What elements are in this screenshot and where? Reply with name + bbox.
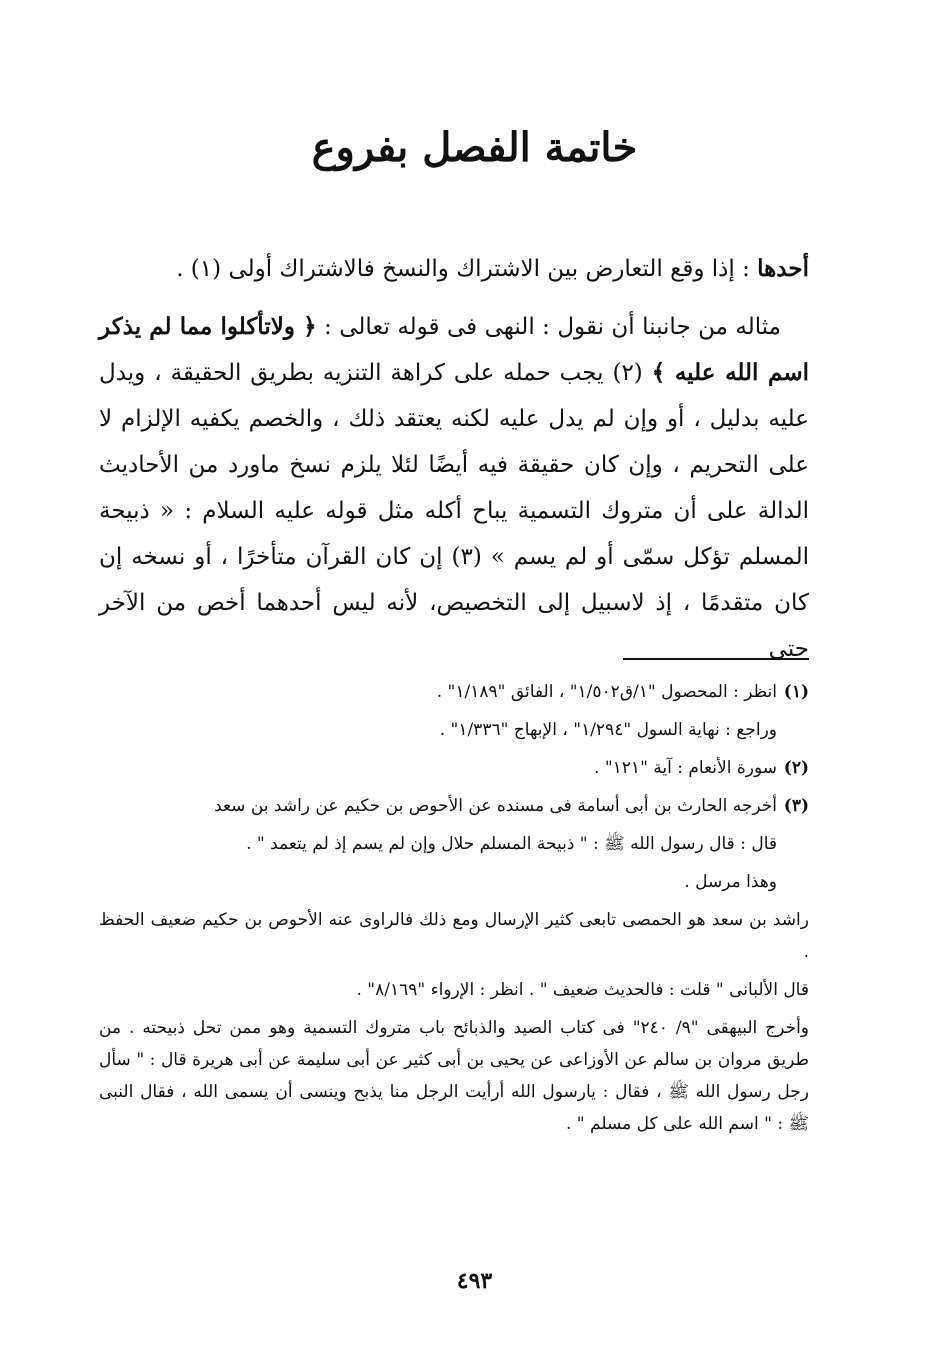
footnote-1-line-2: وراجع : نهاية السول "١/٢٩٤" ، الإبهاج "١/٣٣٦" . — [439, 720, 777, 740]
paragraph-label: أحدها — [757, 255, 809, 282]
footnote-body — [99, 790, 777, 822]
footnote-3-paragraph-4: وأخرج البيهقى "٩/ ٢٤٠" فى كتاب الصيد والذبائح باب متروك التسمية وهو ممن تحل ذبيحته . من طريق مروان بن سالم عن الأوزاعى عن يحيى بن أبى كثير عن أبى سليمة عن أبى هريرة قال : " سأل رجل رسول الله ﷺ ، فقال : يارسول الله أرأيت الرجل منا يذبح وينسى أن يسمى الله ، فقال النبى ﷺ : " اسم الله على كل مسلم " . — [99, 1018, 809, 1134]
footnote-number: (٣) — [783, 796, 809, 816]
footnotes — [99, 676, 809, 1146]
footnote-3-line-2: قال : قال رسول الله ﷺ : " ذبيحة المسلم حلال وإن لم يسم إذ لم يتعمد " . — [246, 834, 777, 854]
paragraph-example — [99, 304, 809, 672]
footnote-number: (١) — [783, 682, 809, 702]
main-text — [99, 246, 809, 672]
footnote-body — [99, 676, 777, 708]
footnote-number: (٢) — [783, 758, 809, 778]
footnote-1 — [99, 676, 809, 708]
footnote-3 — [99, 790, 809, 822]
footnote-3-paragraph-3: قال الألبانى " قلت : فالحديث ضعيف " . انظر : الإرواء "٨/١٦٩" . — [356, 980, 809, 1000]
paragraph-example-rest: (٢) يجب حمله على كراهة التنزيه بطريق الحقيقة ، ويدل عليه بدليل ، أو وإن لم يدل عليه لكنه يعتقد ذلك ، والخصم يكفيه الإلزام لا على التحريم ، وإن كان حقيقة فيه أيضًا لئلا يلزم نسخ ماورد من الأحاديث الدالة على أن متروك التسمية يباح أكله مثل قوله عليه السلام : « ذبيحة المسلم تؤكل سمّى أو لم يسم » (٣) إن كان القرآن متأخرًا ، أو نسخه إن كان متقدمًا ، إذ لاسبيل إلى التخصيص، لأنه ليس أحدهما أخص من الآخر حتى — [99, 360, 809, 662]
paragraph-first — [99, 246, 809, 292]
footnote-3-paragraph-2: راشد بن سعد هو الحمصى تابعى كثير الإرسال ومع ذلك فالراوى عنه الأحوص بن حكيم ضعيف الحفظ . — [99, 910, 809, 962]
paragraph-first-text: : إذا وقع التعارض بين الاشتراك والنسخ فالاشتراك أولى (١) . — [176, 256, 758, 282]
footnote-2-text: سورة الأنعام : آية "١٢١" . — [594, 758, 777, 778]
footnote-body — [99, 752, 777, 784]
paragraph-example-start: مثاله من جانبنا أن نقول : النهى فى قوله تعالى : — [316, 314, 781, 340]
footnote-3-line-3: وهذا مرسل . — [684, 872, 777, 892]
footnote-divider — [623, 658, 809, 660]
footnote-2 — [99, 752, 809, 784]
footnote-1-line-1: انظر : المحصول "١/ق١/٥٠٢" ، الفائق "١/١٨٩" . — [436, 682, 777, 702]
chapter-title: خاتمة الفصل بفروع — [311, 124, 638, 171]
footnote-3-line-1: أخرجه الحارث بن أبى أسامة فى مسنده عن الأحوص بن حكيم عن راشد بن سعد — [214, 796, 777, 816]
page-number: ٤٩٣ — [456, 1268, 493, 1294]
quran-verse: ﴿ ولاتأكلوا مما لم يذكر اسم الله عليه ﴾ — [99, 313, 810, 386]
